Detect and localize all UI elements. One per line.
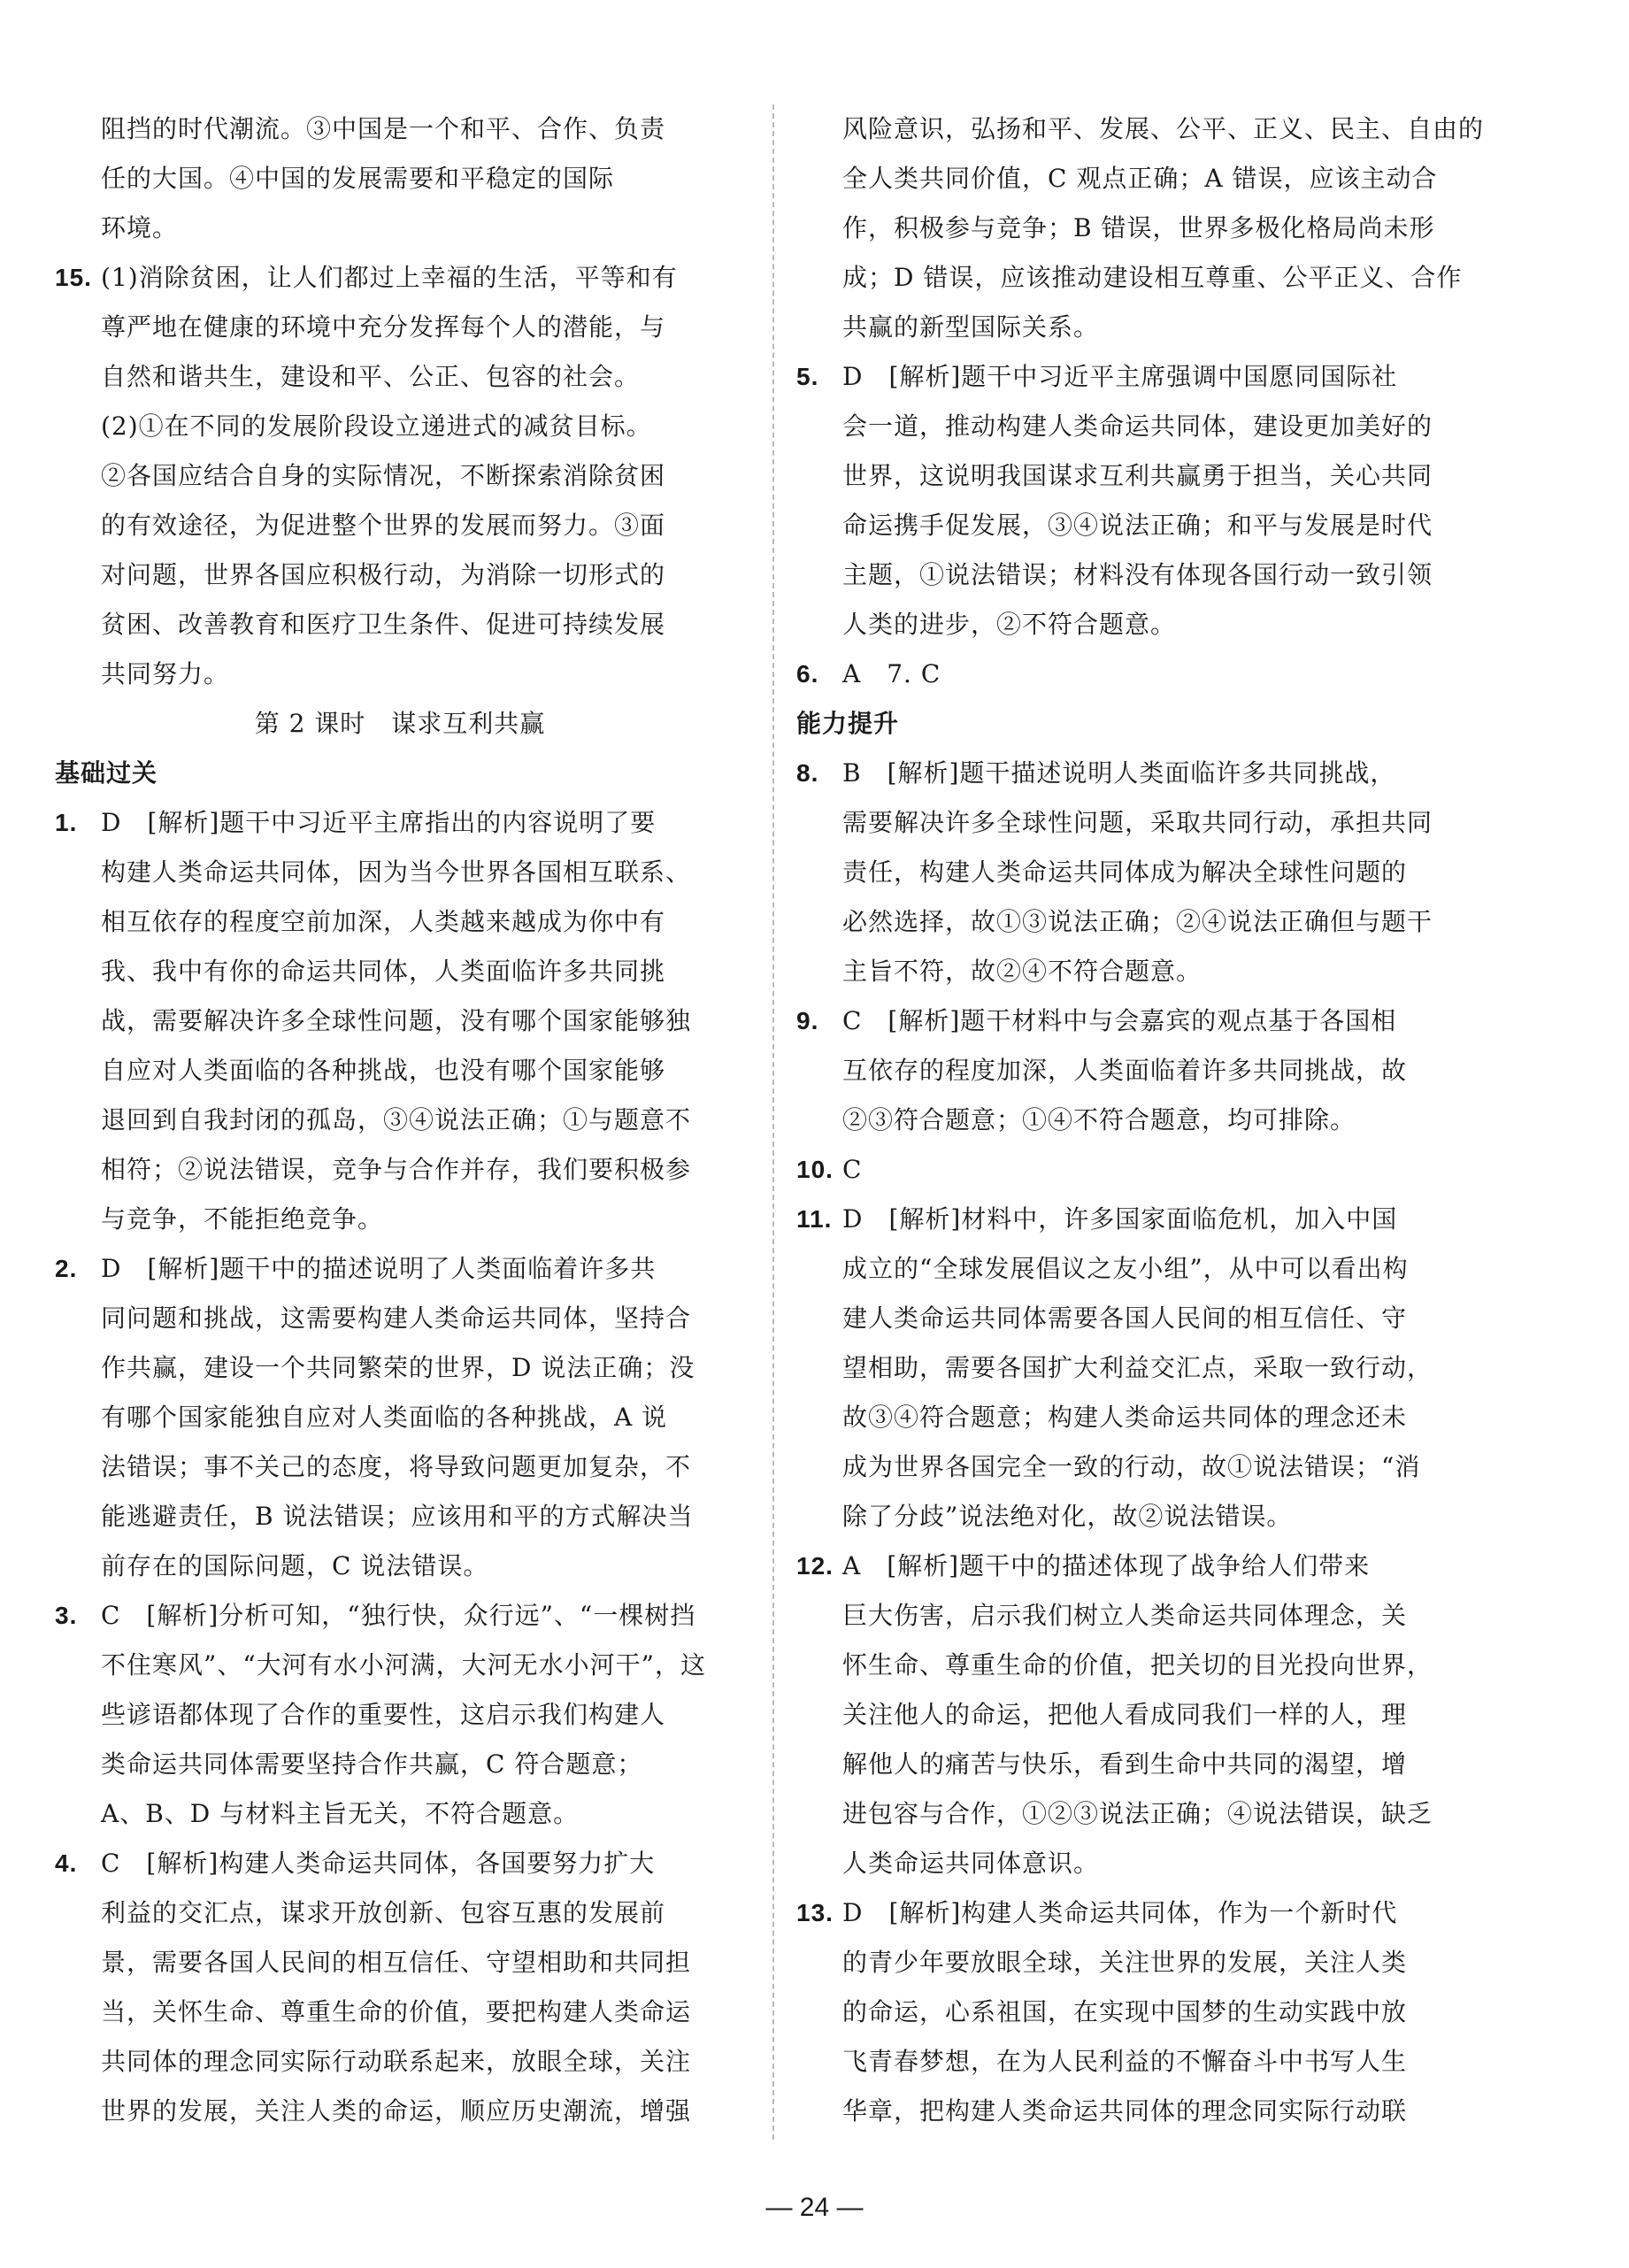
text-line: 自然和谐共生，建设和平、公正、包容的社会。 bbox=[101, 362, 641, 391]
item-text: D [解析]材料中，许多国家面临危机，加入中国 bbox=[842, 1204, 1398, 1234]
text-line: 风险意识，弘扬和平、发展、公平、正义、民主、自由的 bbox=[842, 114, 1485, 143]
item-number: 11. bbox=[796, 1205, 833, 1233]
left-column bbox=[55, 104, 745, 2136]
answer-item bbox=[55, 1839, 745, 1888]
answer-item bbox=[796, 1145, 1504, 1195]
text-line: 相互依存的程度空前加深，人类越来越成为你中有 bbox=[101, 907, 666, 936]
answer-item bbox=[796, 1541, 1504, 1591]
text-line: 有哪个国家能独自应对人类面临的各种挑战，A 说 bbox=[101, 1403, 668, 1432]
text-line: 作共赢，建设一个共同繁荣的世界，D 说法正确；没 bbox=[101, 1353, 695, 1382]
text-line: 的有效途径，为促进整个世界的发展而努力。③面 bbox=[101, 511, 666, 540]
text-line: 世界，这说明我国谋求互利共赢勇于担当，关心共同 bbox=[842, 461, 1433, 490]
item-text: (1)消除贫困，让人们都过上幸福的生活，平等和有 bbox=[101, 263, 678, 292]
text-line: 望相助，需要各国扩大利益交汇点，采取一致行动， bbox=[842, 1353, 1433, 1382]
text-line: 建人类命运共同体需要各国人民间的相互信任、守 bbox=[842, 1303, 1408, 1333]
text-line: 能逃避责任，B 说法错误；应该用和平的方式解决当 bbox=[101, 1502, 694, 1531]
item-number: 5. bbox=[796, 363, 819, 390]
text-line: 环境。 bbox=[101, 213, 179, 242]
section-heading: 基础过关 bbox=[55, 758, 158, 788]
text-line: 景，需要各国人民间的相互信任、守望相助和共同担 bbox=[101, 1948, 692, 1977]
column-divider bbox=[772, 104, 774, 2140]
item-number: 15. bbox=[55, 264, 92, 291]
item-number: 12. bbox=[796, 1552, 834, 1580]
text-line: 类命运共同体需要坚持合作共赢，C 符合题意； bbox=[101, 1749, 643, 1779]
answer-item bbox=[796, 650, 1504, 699]
text-line: 人类命运共同体意识。 bbox=[842, 1849, 1100, 1878]
text-line: 巨大伤害，启示我们树立人类命运共同体理念，关 bbox=[842, 1601, 1408, 1630]
answer-item bbox=[796, 1195, 1504, 1244]
text-line: 成为世界各国完全一致的行动，故①说法错误；“消 bbox=[842, 1452, 1421, 1481]
text-line: ②各国应结合自身的实际情况，不断探索消除贫困 bbox=[101, 461, 666, 490]
item-text: C [解析]构建人类命运共同体，各国要努力扩大 bbox=[101, 1849, 656, 1878]
text-line: 故③④符合题意；构建人类命运共同体的理念还未 bbox=[842, 1403, 1408, 1432]
text-line: 责任，构建人类命运共同体成为解决全球性问题的 bbox=[842, 857, 1408, 887]
item-number: 3. bbox=[55, 1602, 78, 1629]
text-line: 对问题，世界各国应积极行动，为消除一切形式的 bbox=[101, 560, 666, 589]
item-text: D [解析]题干中的描述说明了人类面临着许多共 bbox=[101, 1254, 657, 1283]
text-line: 战，需要解决许多全球性问题，没有哪个国家能够独 bbox=[101, 1006, 692, 1035]
item-text: C [解析]分析可知，“独行快，众行远”、“一棵树挡 bbox=[101, 1601, 696, 1630]
text-line: 自应对人类面临的各种挑战，也没有哪个国家能够 bbox=[101, 1056, 666, 1085]
text-line: (2)①在不同的发展阶段设立递进式的减贫目标。 bbox=[101, 411, 652, 441]
text-line: 关注他人的命运，把他人看成同我们一样的人，理 bbox=[842, 1700, 1408, 1729]
text-line: 世界的发展，关注人类的命运，顺应历史潮流，增强 bbox=[101, 2096, 692, 2126]
section-heading: 能力提升 bbox=[796, 709, 900, 738]
text-line: ②③符合题意；①④不符合题意，均可排除。 bbox=[842, 1105, 1356, 1134]
item-text: D [解析]构建人类命运共同体，作为一个新时代 bbox=[842, 1898, 1398, 1927]
text-line: 我、我中有你的命运共同体，人类面临许多共同挑 bbox=[101, 957, 666, 986]
text-line: 任的大国。④中国的发展需要和平稳定的国际 bbox=[101, 164, 615, 193]
item-text: D [解析]题干中习近平主席指出的内容说明了要 bbox=[101, 808, 657, 837]
text-line: 全人类共同价值，C 观点正确；A 错误，应该主动合 bbox=[842, 164, 1438, 193]
text-line: A、B、D 与材料主旨无关，不符合题意。 bbox=[101, 1799, 580, 1828]
text-line: 会一道，推动构建人类命运共同体，建设更加美好的 bbox=[842, 411, 1433, 441]
text-line: 的青少年要放眼全球，关注世界的发展，关注人类 bbox=[842, 1948, 1408, 1977]
answer-item bbox=[55, 253, 745, 303]
text-line: 必然选择，故①③说法正确；②④说法正确但与题干 bbox=[842, 907, 1433, 936]
text-line: 退回到自我封闭的孤岛，③④说法正确；①与题意不 bbox=[101, 1105, 692, 1134]
item-text: C [解析]题干材料中与会嘉宾的观点基于各国相 bbox=[842, 1006, 1397, 1035]
item-text: A 7. C bbox=[842, 659, 941, 688]
item-number: 1. bbox=[55, 809, 78, 836]
text-line: 共同体的理念同实际行动联系起来，放眼全球，关注 bbox=[101, 2047, 692, 2076]
text-line: 成立的“全球发展倡议之友小组”，从中可以看出构 bbox=[842, 1254, 1409, 1283]
text-line: 主旨不符，故②④不符合题意。 bbox=[842, 957, 1203, 986]
text-line: 前存在的国际问题，C 说法错误。 bbox=[101, 1551, 489, 1580]
text-line: 作，积极参与竞争；B 错误，世界多极化格局尚未形 bbox=[842, 213, 1435, 242]
item-number: 10. bbox=[796, 1156, 834, 1183]
text-line: 相符；②说法错误，竞争与合作并存，我们要积极参 bbox=[101, 1155, 692, 1184]
text-line: 与竞争，不能拒绝竞争。 bbox=[101, 1204, 384, 1234]
text-line: 同问题和挑战，这需要构建人类命运共同体，坚持合 bbox=[101, 1303, 692, 1333]
item-text: C bbox=[842, 1155, 863, 1184]
text-line: 贫困、改善教育和医疗卫生条件、促进可持续发展 bbox=[101, 610, 666, 639]
lesson-title: 第 2 课时 谋求互利共赢 bbox=[254, 709, 546, 738]
answer-item bbox=[55, 1591, 745, 1641]
item-number: 9. bbox=[796, 1007, 819, 1034]
item-text: B [解析]题干描述说明人类面临许多共同挑战， bbox=[842, 758, 1396, 788]
text-line: 的命运，心系祖国，在实现中国梦的生动实践中放 bbox=[842, 1997, 1408, 2026]
answer-item bbox=[796, 1888, 1504, 1938]
text-line: 当，关怀生命、尊重生命的价值，要把构建人类命运 bbox=[101, 1997, 692, 2026]
item-number: 6. bbox=[796, 660, 819, 688]
text-line: 利益的交汇点，谋求开放创新、包容互惠的发展前 bbox=[101, 1898, 666, 1927]
text-line: 成；D 错误，应该推动建设相互尊重、公平正义、合作 bbox=[842, 263, 1463, 292]
item-number: 8. bbox=[796, 759, 819, 787]
text-line: 命运携手促发展，③④说法正确；和平与发展是时代 bbox=[842, 511, 1433, 540]
answer-item bbox=[796, 749, 1504, 798]
answer-item bbox=[796, 996, 1504, 1046]
text-line: 需要解决许多全球性问题，采取共同行动，承担共同 bbox=[842, 808, 1433, 837]
text-line: 些谚语都体现了合作的重要性，这启示我们构建人 bbox=[101, 1700, 666, 1729]
page-number: — 24 — bbox=[765, 2193, 864, 2222]
text-line: 共赢的新型国际关系。 bbox=[842, 312, 1100, 342]
text-line: 尊严地在健康的环境中充分发挥每个人的潜能，与 bbox=[101, 312, 666, 342]
text-line: 互依存的程度加深，人类面临着许多共同挑战，故 bbox=[842, 1056, 1408, 1085]
text-line: 除了分歧”说法绝对化，故②说法错误。 bbox=[842, 1502, 1293, 1531]
item-number: 13. bbox=[796, 1899, 834, 1926]
text-line: 人类的进步，②不符合题意。 bbox=[842, 610, 1177, 639]
text-line: 共同努力。 bbox=[101, 659, 230, 688]
answer-item bbox=[796, 352, 1504, 402]
item-text: A [解析]题干中的描述体现了战争给人们带来 bbox=[842, 1551, 1371, 1580]
text-line: 阻挡的时代潮流。③中国是一个和平、合作、负责 bbox=[101, 114, 666, 143]
text-line: 怀生命、尊重生命的价值，把关切的目光投向世界， bbox=[842, 1650, 1433, 1680]
item-number: 4. bbox=[55, 1849, 78, 1877]
text-line: 不住寒风”、“大河有水小河满，大河无水小河干”，这 bbox=[101, 1650, 706, 1680]
text-line: 主题，①说法错误；材料没有体现各国行动一致引领 bbox=[842, 560, 1433, 589]
text-line: 飞青春梦想，在为人民利益的不懈奋斗中书写人生 bbox=[842, 2047, 1408, 2076]
text-line: 解他人的痛苦与快乐，看到生命中共同的渴望，增 bbox=[842, 1749, 1408, 1779]
text-line: 进包容与合作，①②③说法正确；④说法错误，缺乏 bbox=[842, 1799, 1433, 1828]
item-number: 2. bbox=[55, 1255, 78, 1282]
text-line: 华章，把构建人类命运共同体的理念同实际行动联 bbox=[842, 2096, 1408, 2126]
right-column bbox=[796, 104, 1504, 2136]
text-line: 构建人类命运共同体，因为当今世界各国相互联系、 bbox=[101, 857, 692, 887]
text-line: 法错误；事不关己的态度，将导致问题更加复杂，不 bbox=[101, 1452, 692, 1481]
answer-item bbox=[55, 1244, 745, 1294]
answer-item bbox=[55, 798, 745, 848]
item-text: D [解析]题干中习近平主席强调中国愿同国际社 bbox=[842, 362, 1398, 391]
